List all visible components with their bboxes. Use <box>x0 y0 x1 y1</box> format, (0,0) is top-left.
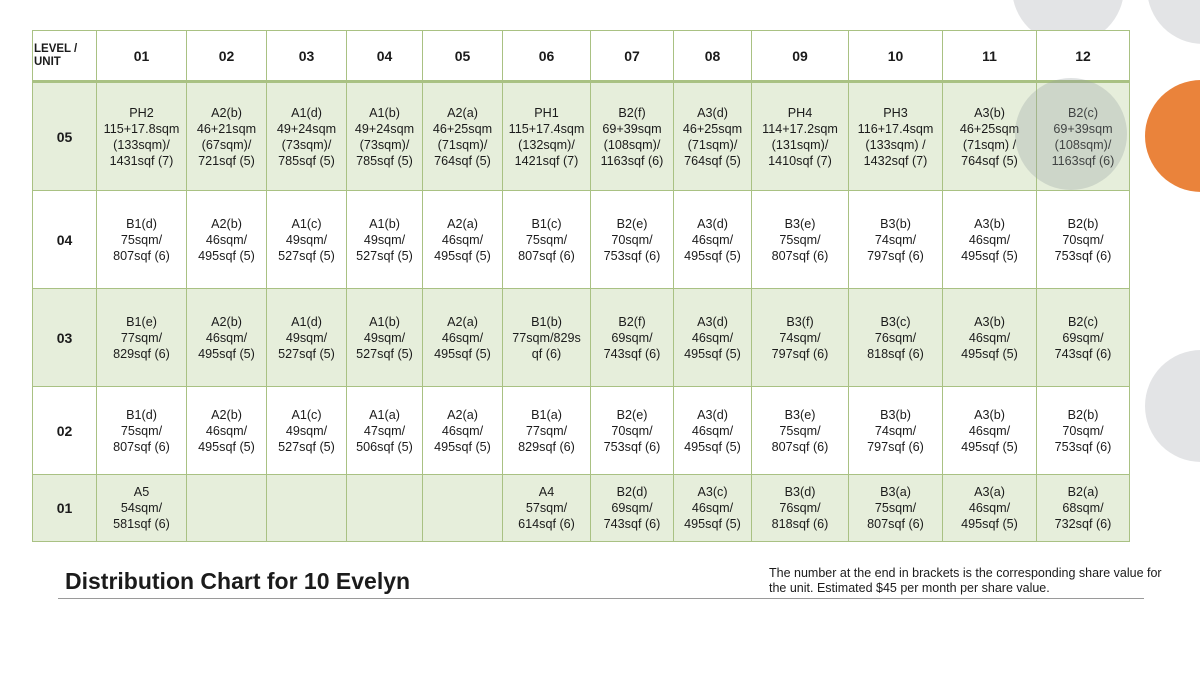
unit-cell: A2(a) 46+25sqm (71sqm)/ 764sqf (5) <box>423 82 503 191</box>
unit-cell: A1(d) 49sqm/ 527sqf (5) <box>267 289 347 387</box>
unit-cell: A3(b) 46sqm/ 495sqf (5) <box>943 191 1037 289</box>
unit-cell: A1(d) 49+24sqm (73sqm)/ 785sqf (5) <box>267 82 347 191</box>
unit-cell: A3(d) 46sqm/ 495sqf (5) <box>674 387 752 475</box>
unit-cell: B1(a) 77sqm/ 829sqf (6) <box>503 387 591 475</box>
unit-cell: A2(b) 46sqm/ 495sqf (5) <box>187 387 267 475</box>
decorative-circle-top-right <box>1147 0 1200 44</box>
page-title: Distribution Chart for 10 Evelyn <box>65 568 411 594</box>
unit-cell: A3(b) 46sqm/ 495sqf (5) <box>943 387 1037 475</box>
unit-cell <box>187 475 267 542</box>
unit-cell: B3(e) 75sqm/ 807sqf (6) <box>752 191 849 289</box>
unit-cell: A3(a) 46sqm/ 495sqf (5) <box>943 475 1037 542</box>
unit-cell <box>347 475 423 542</box>
unit-header: 05 <box>423 31 503 82</box>
unit-cell: A3(d) 46sqm/ 495sqf (5) <box>674 191 752 289</box>
decorative-circle-orange <box>1145 80 1200 192</box>
level-row <box>33 191 1130 289</box>
unit-cell: A2(b) 46sqm/ 495sqf (5) <box>187 191 267 289</box>
title-divider <box>58 598 1144 599</box>
unit-cell: B3(d) 76sqm/ 818sqf (6) <box>752 475 849 542</box>
unit-cell: B3(b) 74sqm/ 797sqf (6) <box>849 191 943 289</box>
unit-header: 10 <box>849 31 943 82</box>
unit-cell: B1(d) 75sqm/ 807sqf (6) <box>97 191 187 289</box>
unit-header: 04 <box>347 31 423 82</box>
level-label: 05 <box>33 82 97 191</box>
unit-cell: B2(b) 70sqm/ 753sqf (6) <box>1037 387 1130 475</box>
level-label: 04 <box>33 191 97 289</box>
unit-cell: B3(a) 75sqm/ 807sqf (6) <box>849 475 943 542</box>
unit-cell: B2(e) 70sqm/ 753sqf (6) <box>591 387 674 475</box>
unit-cell: B1(d) 75sqm/ 807sqf (6) <box>97 387 187 475</box>
unit-cell <box>423 475 503 542</box>
unit-cell: B3(c) 76sqm/ 818sqf (6) <box>849 289 943 387</box>
unit-header: 06 <box>503 31 591 82</box>
level-row <box>33 289 1130 387</box>
share-value-note: The number at the end in brackets is the corresponding share value for the unit. Estimated $45 per month per share value. <box>769 566 1162 595</box>
unit-cell: B2(f) 69+39sqm (108sqm)/ 1163sqf (6) <box>591 82 674 191</box>
unit-cell: B1(c) 75sqm/ 807sqf (6) <box>503 191 591 289</box>
unit-cell: B2(c) 69sqm/ 743sqf (6) <box>1037 289 1130 387</box>
unit-cell: A3(b) 46sqm/ 495sqf (5) <box>943 289 1037 387</box>
unit-cell <box>267 475 347 542</box>
decorative-circle-right <box>1145 350 1200 462</box>
unit-cell: A1(b) 49sqm/ 527sqf (5) <box>347 289 423 387</box>
unit-cell: PH1 115+17.4sqm (132sqm)/ 1421sqf (7) <box>503 82 591 191</box>
unit-cell: A2(a) 46sqm/ 495sqf (5) <box>423 387 503 475</box>
unit-cell: B1(b) 77sqm/829s qf (6) <box>503 289 591 387</box>
unit-header: 02 <box>187 31 267 82</box>
unit-cell: A5 54sqm/ 581sqf (6) <box>97 475 187 542</box>
unit-header: 08 <box>674 31 752 82</box>
unit-cell: A3(c) 46sqm/ 495sqf (5) <box>674 475 752 542</box>
unit-cell: A1(b) 49sqm/ 527sqf (5) <box>347 191 423 289</box>
distribution-table <box>32 30 1130 542</box>
unit-cell: B2(a) 68sqm/ 732sqf (6) <box>1037 475 1130 542</box>
unit-cell: B2(d) 69sqm/ 743sqf (6) <box>591 475 674 542</box>
unit-header: 01 <box>97 31 187 82</box>
unit-cell: PH3 116+17.4sqm (133sqm) / 1432sqf (7) <box>849 82 943 191</box>
unit-cell: B1(e) 77sqm/ 829sqf (6) <box>97 289 187 387</box>
unit-header: 11 <box>943 31 1037 82</box>
unit-cell: PH2 115+17.8sqm (133sqm)/ 1431sqf (7) <box>97 82 187 191</box>
decorative-circle-overlay <box>1015 78 1127 190</box>
unit-cell: B3(e) 75sqm/ 807sqf (6) <box>752 387 849 475</box>
unit-cell: B3(b) 74sqm/ 797sqf (6) <box>849 387 943 475</box>
corner-header: LEVEL / UNIT <box>33 31 97 82</box>
level-label: 03 <box>33 289 97 387</box>
unit-cell: A1(c) 49sqm/ 527sqf (5) <box>267 387 347 475</box>
unit-cell: A2(b) 46sqm/ 495sqf (5) <box>187 289 267 387</box>
unit-header: 09 <box>752 31 849 82</box>
unit-cell: A2(a) 46sqm/ 495sqf (5) <box>423 289 503 387</box>
unit-cell: B3(f) 74sqm/ 797sqf (6) <box>752 289 849 387</box>
unit-cell: PH4 114+17.2sqm (131sqm)/ 1410sqf (7) <box>752 82 849 191</box>
unit-cell: B2(f) 69sqm/ 743sqf (6) <box>591 289 674 387</box>
unit-cell: A1(b) 49+24sqm (73sqm)/ 785sqf (5) <box>347 82 423 191</box>
level-row <box>33 82 1130 191</box>
unit-cell: A3(b) 46+25sqm (71sqm) / 764sqf (5) <box>943 82 1037 191</box>
unit-header: 12 <box>1037 31 1130 82</box>
level-row <box>33 387 1130 475</box>
unit-cell: B2(c) 69+39sqm (108sqm)/ 1163sqf (6) <box>1037 82 1130 191</box>
unit-cell: B2(b) 70sqm/ 753sqf (6) <box>1037 191 1130 289</box>
unit-cell: A3(d) 46+25sqm (71sqm)/ 764sqf (5) <box>674 82 752 191</box>
unit-header: 07 <box>591 31 674 82</box>
unit-cell: A4 57sqm/ 614sqf (6) <box>503 475 591 542</box>
unit-cell: A2(b) 46+21sqm (67sqm)/ 721sqf (5) <box>187 82 267 191</box>
level-label: 02 <box>33 387 97 475</box>
unit-cell: B2(e) 70sqm/ 753sqf (6) <box>591 191 674 289</box>
level-label: 01 <box>33 475 97 542</box>
unit-cell: A2(a) 46sqm/ 495sqf (5) <box>423 191 503 289</box>
unit-cell: A3(d) 46sqm/ 495sqf (5) <box>674 289 752 387</box>
level-row <box>33 475 1130 542</box>
unit-header: 03 <box>267 31 347 82</box>
header-row <box>33 31 1130 82</box>
unit-cell: A1(a) 47sqm/ 506sqf (5) <box>347 387 423 475</box>
unit-cell: A1(c) 49sqm/ 527sqf (5) <box>267 191 347 289</box>
